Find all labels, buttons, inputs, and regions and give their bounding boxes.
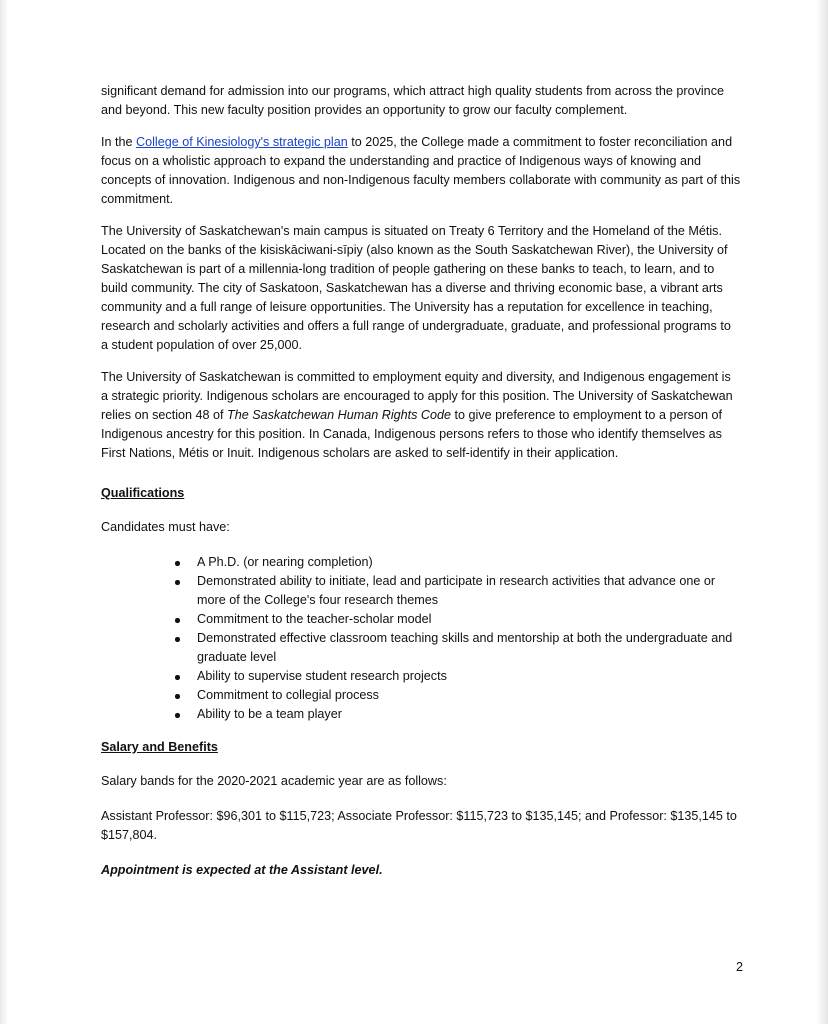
list-item: Commitment to collegial process	[197, 686, 741, 705]
salary-bands: Assistant Professor: $96,301 to $115,723; Associate Professor: $115,723 to $135,145; and Professor: $135,145 to $157,804.	[101, 809, 737, 842]
page-edge-right	[816, 0, 828, 1024]
qualifications-heading: Qualifications	[101, 486, 185, 500]
qualifications-intro: Candidates must have:	[101, 520, 230, 534]
strategic-plan-link[interactable]: College of Kinesiology's strategic plan	[136, 135, 348, 149]
paragraph-text: to give preference to employment to a person of Indigenous ancestry for this position. In Canada, Indigenous persons refers to those who identify themselves as First Nations, Métis or Inuit. Indigenous scholars are asked to self-identify in their application.	[101, 408, 722, 460]
list-item: A Ph.D. (or nearing completion)	[197, 553, 741, 572]
paragraph-text: The University of Saskatchewan is committed to employment equity and diversity, and Indigenous engagement is a strategic priority. Indigenous scholars are encouraged to apply for this position. The University of Saskatchewan relies on section 48 of	[101, 370, 733, 422]
paragraph-campus-description: The University of Saskatchewan's main campus is situated on Treaty 6 Territory and the Homeland of the Métis. Located on the banks of the kisiskāciwani-sīpiy (also known as the South Saskatchewan River), the University of Saskatchewan is part of a millennia-long tradition of people gathering on these banks to teach, to learn, and to build community. The city of Saskatoon, Saskatchewan has a diverse and thriving economic base, a vibrant arts community and a full range of leisure opportunities. The University has a reputation for excellence in teaching, research and scholarly activities and offers a full range of undergraduate, graduate, and professional programs to a student population of over 25,000.	[101, 224, 731, 352]
list-item: Commitment to the teacher-scholar model	[197, 610, 741, 629]
page-number: 2	[736, 960, 744, 974]
paragraph-text: In the	[101, 135, 137, 149]
paragraph-strategic-plan	[101, 133, 741, 209]
list-item: Ability to be a team player	[197, 705, 741, 724]
list-item: Demonstrated effective classroom teaching skills and mentorship at both the undergraduate and graduate level	[197, 629, 741, 667]
qualifications-list	[101, 553, 741, 724]
salary-heading: Salary and Benefits	[101, 740, 218, 754]
salary-intro: Salary bands for the 2020-2021 academic year are as follows:	[101, 774, 447, 788]
list-item: Ability to supervise student research projects	[197, 667, 741, 686]
page-edge-left	[0, 0, 8, 1024]
paragraph-admission-demand: significant demand for admission into our programs, which attract high quality students from across the province and beyond. This new faculty position provides an opportunity to grow our faculty complement.	[101, 84, 724, 117]
paragraph-text: to 2025, the College made a commitment to foster reconciliation and focus on a wholistic approach to expand the understanding and practice of Indigenous ways of knowing and concepts of innovation. Indigenous and non-Indigenous faculty members collaborate with community as part of this commitment.	[101, 135, 741, 206]
appointment-note: Appointment is expected at the Assistant level.	[101, 863, 383, 877]
human-rights-code-title: The Saskatchewan Human Rights Code	[227, 408, 452, 422]
document-body	[101, 82, 741, 893]
list-item: Demonstrated ability to initiate, lead and participate in research activities that advance one or more of the College's four research themes	[197, 572, 741, 610]
paragraph-equity-statement	[101, 368, 741, 463]
